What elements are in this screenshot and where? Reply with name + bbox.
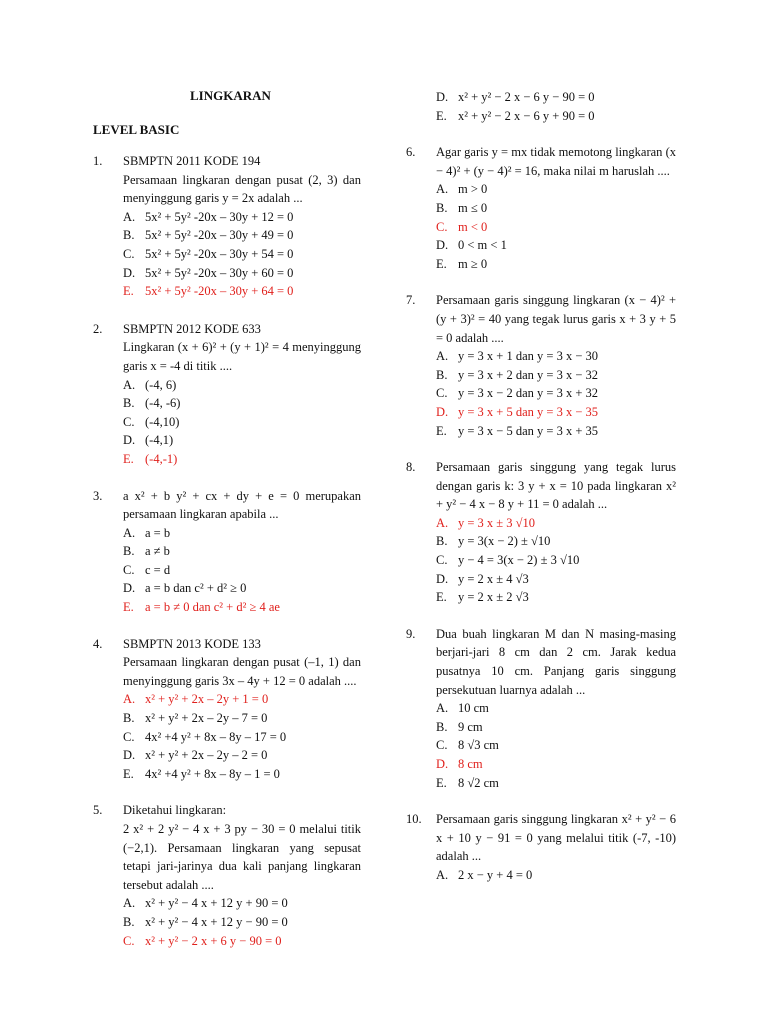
question-item: [406, 143, 676, 273]
question-header: [93, 320, 361, 376]
answer-option[interactable]: [436, 88, 676, 107]
answer-option[interactable]: [436, 107, 676, 126]
answer-option[interactable]: [123, 913, 361, 932]
question-item: [406, 625, 676, 792]
question-header: [93, 801, 361, 894]
option-letter: B.: [436, 367, 448, 382]
option-letter: B.: [123, 228, 135, 243]
answer-option[interactable]: [436, 718, 676, 737]
question-line: Dua buah lingkaran M dan N masing-masing berjari-jari 8 cm dan 2 cm. Jarak kedua pusatnya 10 cm. Panjang garis singgung persekutuan luarnya adalah ...: [436, 626, 676, 697]
answer-option[interactable]: [436, 403, 676, 422]
option-letter: C.: [436, 738, 448, 753]
option-letter: D.: [123, 265, 136, 280]
question-header: [406, 143, 676, 180]
option-letter: A.: [436, 867, 449, 882]
option-text: a = b dan c² + d² ≥ 0: [145, 581, 247, 596]
option-text: x² + y² − 2 x + 6 y − 90 = 0: [145, 933, 282, 948]
option-text: (-4,-1): [145, 451, 178, 466]
answer-option[interactable]: [123, 282, 361, 301]
option-letter: C.: [123, 729, 135, 744]
question-line: 2 x² + 2 y² − 4 x + 3 py − 30 = 0 melalui titik (−2,1). Persamaan lingkaran yang sepusat tetapi jari-jarinya dua kali panjang lingkaran tersebut adalah ....: [123, 822, 361, 892]
answer-option[interactable]: [123, 413, 361, 432]
option-letter: A.: [436, 515, 449, 530]
option-letter: B.: [123, 544, 135, 559]
option-text: 8 √3 cm: [458, 738, 499, 753]
question-item: [406, 458, 676, 607]
question-header: [406, 625, 676, 699]
option-letter: A.: [123, 525, 136, 540]
question-line: SBMPTN 2012 KODE 633: [123, 321, 261, 336]
question-item: [406, 810, 676, 884]
option-letter: A.: [123, 692, 136, 707]
option-text: 5x² + 5y² -20x – 30y + 64 = 0: [145, 284, 294, 299]
answer-option[interactable]: [123, 208, 361, 227]
document-title: LINGKARAN: [190, 88, 271, 103]
option-letter: D.: [436, 571, 449, 586]
question-number: 5.: [93, 803, 103, 818]
option-letter: E.: [436, 423, 447, 438]
option-text: x² + y² + 2x – 2y + 1 = 0: [145, 692, 269, 707]
question-header: [406, 291, 676, 347]
option-letter: C.: [123, 562, 135, 577]
answer-option[interactable]: [436, 347, 676, 366]
option-letter: C.: [436, 386, 448, 401]
option-text: 4x² +4 y² + 8x – 8y – 17 = 0: [145, 729, 287, 744]
option-letter: D.: [436, 238, 449, 253]
option-letter: B.: [436, 534, 448, 549]
answer-option[interactable]: [123, 709, 361, 728]
option-text: (-4,10): [145, 414, 180, 429]
option-letter: C.: [123, 933, 135, 948]
answer-option[interactable]: [123, 561, 361, 580]
answer-option[interactable]: [123, 245, 361, 264]
option-text: m ≤ 0: [458, 200, 488, 215]
option-text: 8 cm: [458, 757, 483, 771]
option-letter: B.: [123, 914, 135, 929]
question-text: [123, 487, 361, 524]
option-text: a = b: [145, 525, 171, 540]
option-list: [406, 180, 676, 273]
option-text: (-4, 6): [145, 377, 177, 392]
option-text: a = b ≠ 0 dan c² + d² ≥ 4 ae: [145, 600, 280, 615]
answer-option[interactable]: [436, 199, 676, 218]
question-item: [93, 320, 361, 469]
option-letter: A.: [123, 896, 136, 911]
option-letter: B.: [123, 711, 135, 726]
option-text: y = 3 x + 2 dan y = 3 x − 32: [458, 367, 598, 382]
option-letter: D.: [436, 757, 449, 771]
answer-option[interactable]: [436, 532, 676, 551]
option-text: 0 < m < 1: [458, 238, 507, 253]
option-text: 4x² +4 y² + 8x – 8y – 1 = 0: [145, 766, 280, 781]
question-line: SBMPTN 2011 KODE 194: [123, 154, 261, 168]
answer-option[interactable]: [436, 570, 676, 589]
option-letter: E.: [123, 284, 134, 299]
question-line: Agar garis y = mx tidak memotong lingkaran (x − 4)² + (y − 4)² = 16, maka nilai m haruslah ....: [436, 145, 676, 178]
option-letter: E.: [436, 108, 447, 123]
option-text: x² + y² − 2 x − 6 y + 90 = 0: [458, 108, 595, 123]
option-text: y = 2 x ± 4 √3: [458, 571, 529, 586]
option-text: a ≠ b: [145, 544, 170, 559]
option-text: y = 3 x − 5 dan y = 3 x + 35: [458, 423, 598, 438]
question-line: Persamaan garis singgung lingkaran x² + y² − 6 x + 10 y − 91 = 0 yang melalui titik (-7, -10) adalah ...: [436, 812, 676, 864]
answer-option[interactable]: [123, 524, 361, 543]
option-letter: D.: [436, 90, 449, 104]
answer-option[interactable]: [436, 366, 676, 385]
question-line: Lingkaran (x + 6)² + (y + 1)² = 4 menyinggung garis x = -4 di titik ....: [123, 340, 361, 373]
question-text: [123, 635, 361, 691]
option-letter: A.: [436, 182, 449, 197]
answer-option[interactable]: [123, 598, 361, 617]
option-text: 2 x − y + 4 = 0: [458, 867, 533, 882]
question-line: Persamaan garis singgung yang tegak lurus dengan garis k: 3 y + x = 10 pada lingkaran x² + y² − 4 x − 8 y + 11 = 0 adalah ...: [436, 460, 676, 512]
option-letter: D.: [123, 433, 136, 448]
answer-option[interactable]: [436, 236, 676, 255]
question-text: [436, 143, 676, 180]
option-letter: E.: [123, 766, 134, 781]
option-text: y = 2 x ± 2 √3: [458, 590, 529, 605]
question-line: Diketahui lingkaran:: [123, 803, 227, 818]
option-letter: E.: [436, 256, 447, 271]
question-line: Persamaan lingkaran dengan pusat (2, 3) dan menyinggung garis y = 2x adalah ...: [123, 172, 361, 206]
answer-option[interactable]: [123, 394, 361, 413]
option-text: 8 √2 cm: [458, 775, 499, 790]
question-text: [436, 291, 676, 347]
question-header: [93, 635, 361, 691]
question-number: 7.: [406, 293, 416, 308]
option-list: [406, 347, 676, 440]
option-text: m < 0: [458, 219, 488, 234]
option-list: [406, 514, 676, 607]
option-list-continued: [406, 88, 676, 125]
option-text: x² + y² − 4 x + 12 y + 90 = 0: [145, 896, 288, 911]
option-text: y − 4 = 3(x − 2) ± 3 √10: [458, 553, 580, 568]
answer-option[interactable]: [123, 376, 361, 395]
answer-option[interactable]: [123, 226, 361, 245]
question-text: [123, 152, 361, 208]
question-item: [93, 635, 361, 784]
answer-option[interactable]: [123, 450, 361, 469]
option-text: c = d: [145, 562, 171, 577]
question-line: Persamaan lingkaran dengan pusat (–1, 1) dan menyinggung garis 3x – 4y + 12 = 0 adalah ....: [123, 655, 361, 688]
answer-option[interactable]: [436, 255, 676, 274]
question-text: [123, 801, 361, 894]
option-text: y = 3 x + 1 dan y = 3 x − 30: [458, 349, 598, 364]
option-list: [93, 690, 361, 783]
answer-option[interactable]: [436, 736, 676, 755]
option-text: 5x² + 5y² -20x – 30y + 60 = 0: [145, 265, 294, 280]
option-list: [406, 699, 676, 792]
option-text: (-4, -6): [145, 396, 181, 411]
answer-option[interactable]: [436, 755, 676, 774]
answer-option[interactable]: [436, 551, 676, 570]
option-text: y = 3 x ± 3 √10: [458, 515, 536, 530]
option-list: [93, 524, 361, 617]
option-letter: C.: [123, 246, 135, 261]
question-header: [406, 810, 676, 866]
answer-option[interactable]: [123, 579, 361, 598]
answer-option[interactable]: [436, 514, 676, 533]
answer-option[interactable]: [123, 264, 361, 283]
answer-option[interactable]: [123, 894, 361, 913]
option-text: x² + y² − 4 x + 12 y − 90 = 0: [145, 914, 288, 929]
answer-option[interactable]: [436, 384, 676, 403]
option-list: [93, 894, 361, 950]
option-letter: E.: [123, 451, 134, 466]
option-text: y = 3 x + 5 dan y = 3 x − 35: [458, 404, 598, 419]
answer-option[interactable]: [436, 699, 676, 718]
answer-option[interactable]: [123, 765, 361, 784]
option-list: [93, 376, 361, 469]
right-column: [406, 88, 676, 885]
answer-option[interactable]: [123, 431, 361, 450]
answer-option[interactable]: [123, 690, 361, 709]
question-line: Persamaan garis singgung lingkaran (x − 4)² + (y + 3)² = 40 yang tegak lurus garis x + 3 y + 5 = 0 adalah ....: [436, 293, 676, 345]
option-text: x² + y² + 2x – 2y – 2 = 0: [145, 748, 268, 763]
question-header: [406, 458, 676, 514]
option-letter: A.: [436, 349, 449, 364]
option-text: 5x² + 5y² -20x – 30y + 12 = 0: [145, 209, 294, 224]
question-number: 8.: [406, 460, 416, 475]
question-header: [93, 487, 361, 524]
option-letter: A.: [436, 701, 449, 716]
option-list: [93, 208, 361, 301]
question-item: [93, 487, 361, 617]
question-number: 4.: [93, 636, 103, 651]
answer-option[interactable]: [436, 180, 676, 199]
option-text: 10 cm: [458, 701, 489, 716]
question-text: [123, 320, 361, 376]
option-text: 5x² + 5y² -20x – 30y + 54 = 0: [145, 246, 294, 261]
answer-option[interactable]: [123, 542, 361, 561]
option-text: m ≥ 0: [458, 256, 488, 271]
level-heading: LEVEL BASIC: [93, 122, 180, 137]
option-text: m > 0: [458, 182, 488, 197]
left-column: [93, 152, 361, 950]
option-text: y = 3(x − 2) ± √10: [458, 534, 551, 549]
option-letter: B.: [436, 200, 448, 215]
answer-option[interactable]: [436, 588, 676, 607]
option-text: (-4,1): [145, 433, 174, 448]
question-item: [406, 291, 676, 440]
option-letter: E.: [436, 775, 447, 790]
question-text: [436, 625, 676, 699]
answer-option[interactable]: [436, 774, 676, 793]
option-letter: B.: [123, 396, 135, 411]
question-number: 6.: [406, 145, 416, 160]
option-text: x² + y² − 2 x − 6 y − 90 = 0: [458, 90, 595, 104]
question-header: [93, 152, 361, 208]
option-letter: D.: [436, 404, 449, 419]
option-letter: A.: [123, 377, 136, 392]
option-text: x² + y² + 2x – 2y – 7 = 0: [145, 711, 268, 726]
option-text: 9 cm: [458, 719, 483, 734]
answer-option[interactable]: [436, 866, 676, 885]
option-text: 5x² + 5y² -20x – 30y + 49 = 0: [145, 228, 294, 243]
answer-option[interactable]: [436, 422, 676, 441]
question-item: [93, 152, 361, 301]
option-letter: E.: [123, 600, 134, 615]
option-letter: A.: [123, 209, 136, 224]
question-number: 2.: [93, 321, 103, 336]
answer-option[interactable]: [123, 932, 361, 951]
question-number: 1.: [93, 154, 103, 168]
question-number: 10.: [406, 812, 422, 827]
question-number: 9.: [406, 626, 416, 641]
option-letter: C.: [436, 219, 448, 234]
option-letter: C.: [436, 553, 448, 568]
option-list: [406, 866, 676, 885]
question-number: 3.: [93, 488, 103, 503]
question-line: SBMPTN 2013 KODE 133: [123, 636, 261, 651]
answer-option[interactable]: [123, 728, 361, 747]
option-letter: B.: [436, 719, 448, 734]
option-letter: E.: [436, 590, 447, 605]
question-continued: [406, 88, 676, 125]
question-text: [436, 458, 676, 514]
answer-option[interactable]: [123, 746, 361, 765]
option-letter: D.: [123, 748, 136, 763]
answer-option[interactable]: [436, 218, 676, 237]
option-letter: D.: [123, 581, 136, 596]
option-text: y = 3 x − 2 dan y = 3 x + 32: [458, 386, 598, 401]
option-letter: C.: [123, 414, 135, 429]
question-line: a x² + b y² + cx + dy + e = 0 merupakan persamaan lingkaran apabila ...: [123, 488, 361, 522]
question-text: [436, 810, 676, 866]
question-item: [93, 801, 361, 950]
